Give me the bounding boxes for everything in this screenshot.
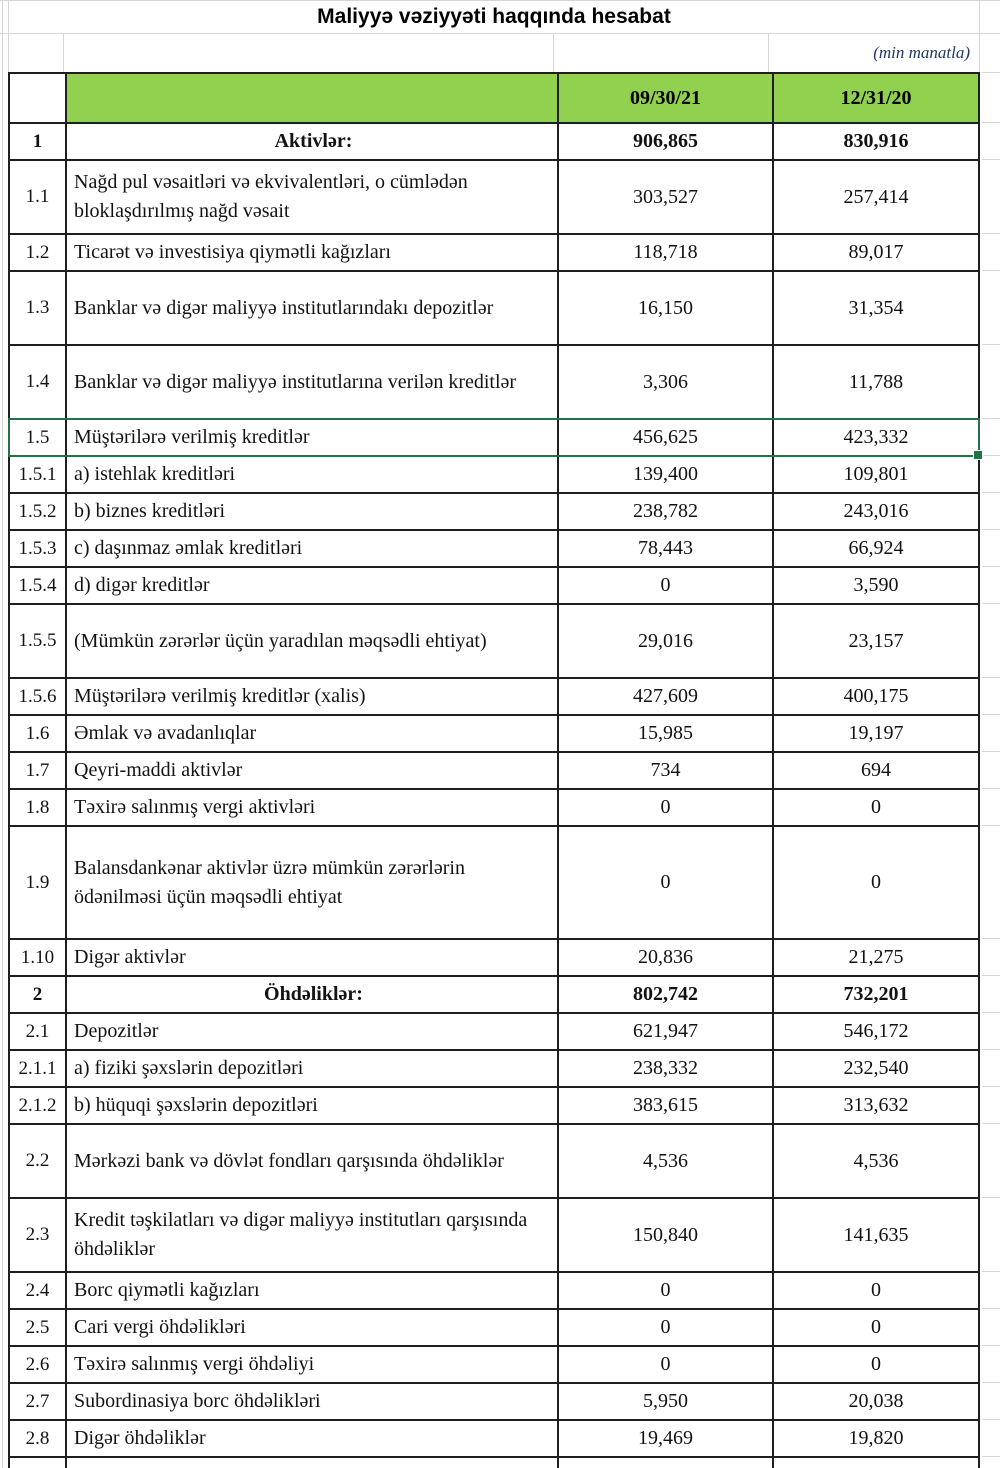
cell-rownum[interactable]: 2.5 (10, 1310, 67, 1345)
cell-rownum[interactable]: 1.1 (10, 161, 67, 233)
unit-note-cell[interactable] (768, 33, 970, 72)
cell-rownum[interactable]: 2.7 (10, 1384, 67, 1419)
table-row-2.4 (10, 1273, 978, 1310)
cell-value-col2[interactable]: 257,414 (843, 185, 909, 208)
cell-value-col1[interactable]: 802,742 (559, 977, 774, 1012)
cell-value-col2[interactable]: 694 (861, 759, 891, 781)
unit-note: (min manatla) (873, 42, 970, 62)
cell-label[interactable]: b) biznes kreditləri (67, 494, 559, 529)
cell-value-col2[interactable]: 31,354 (848, 296, 904, 319)
cell-value-col2[interactable]: 89,017 (848, 241, 904, 263)
report-title[interactable]: Maliyyə vəziyyəti haqqında hesabat (317, 4, 671, 28)
header-corner-cell[interactable] (10, 74, 67, 122)
cell-label[interactable]: Təxirə salınmış vergi öhdəliyi (67, 1347, 559, 1382)
cell-rownum[interactable]: 2.1.2 (10, 1088, 67, 1123)
cell-rownum[interactable]: 2.2 (10, 1125, 67, 1197)
cell-value-col2[interactable]: 830,916 (843, 130, 909, 152)
table-row-1.10 (10, 940, 978, 977)
cell-label[interactable]: Müştərilərə verilmiş kreditlər (67, 420, 559, 455)
gridline (982, 1012, 1000, 1013)
partial-row (10, 1458, 978, 1468)
cell-value-col2[interactable]: 21,275 (848, 946, 904, 968)
cell-rownum[interactable]: 1.3 (10, 272, 67, 344)
cell-value-col1[interactable]: 238,332 (559, 1051, 774, 1086)
cell-value-col1[interactable]: 118,718 (559, 235, 774, 270)
cell-value-col1[interactable]: 0 (559, 827, 774, 938)
gridline (982, 72, 1000, 73)
table-row-1.5.2 (10, 494, 978, 531)
table-row-2 (10, 977, 978, 1014)
cell-label[interactable]: Borc qiymətli kağızları (67, 1273, 559, 1308)
gridline (982, 1419, 1000, 1420)
gridline (2, 0, 3, 1468)
cell-value-col1[interactable]: 383,615 (559, 1088, 774, 1123)
cell-rownum[interactable]: 1.5.5 (10, 605, 67, 677)
cell-value-col1[interactable]: 3,306 (559, 346, 774, 418)
gridline (982, 1271, 1000, 1272)
table-row-2.1.2 (10, 1088, 978, 1125)
cell-value-col1[interactable]: 5,950 (559, 1384, 774, 1419)
cell-rownum[interactable]: 2.3 (10, 1199, 67, 1271)
gridline (982, 1197, 1000, 1198)
cell-value-col2[interactable]: 141,635 (843, 1223, 909, 1246)
cell-value-col1[interactable]: 456,625 (559, 420, 774, 455)
cell-value-col2[interactable]: 0 (871, 871, 881, 893)
cell-rownum[interactable] (10, 1458, 67, 1468)
table-row-2.5 (10, 1310, 978, 1347)
table-row-2.1.1 (10, 1051, 978, 1088)
cell-rownum[interactable]: 1.5 (10, 420, 67, 455)
cell-value-col2[interactable]: 232,540 (843, 1057, 909, 1079)
cell-label[interactable]: Əmlak və avadanlıqlar (67, 716, 559, 751)
cell-rownum[interactable]: 1.5.2 (10, 494, 67, 529)
gridline (982, 677, 1000, 678)
table-row-1.5.4 (10, 568, 978, 605)
cell-value-col1[interactable]: 29,016 (559, 605, 774, 677)
table-row-1.9 (10, 827, 978, 940)
cell-value-col1[interactable] (559, 1458, 774, 1468)
table-row-2.1 (10, 1014, 978, 1051)
table-row-1.5.3 (10, 531, 978, 568)
cell-rownum[interactable]: 2.1 (10, 1014, 67, 1049)
gridline (982, 122, 1000, 123)
cell-value-col1[interactable]: 238,782 (559, 494, 774, 529)
gridline (63, 33, 64, 72)
table-body (10, 124, 978, 1458)
cell-rownum[interactable]: 2.6 (10, 1347, 67, 1382)
table-row-1.5.5 (10, 605, 978, 679)
gridline (982, 1049, 1000, 1050)
table-row-1.1 (10, 161, 978, 235)
cell-label[interactable]: Banklar və digər maliyyə institutlarındakı depozitlər (67, 272, 559, 344)
cell-rownum[interactable]: 2.8 (10, 1421, 67, 1456)
gridline (982, 603, 1000, 604)
cell-rownum[interactable]: 1.5.3 (10, 531, 67, 566)
table-row-1 (10, 124, 978, 161)
cell-value-col1[interactable]: 427,609 (559, 679, 774, 714)
cell-label[interactable]: Kredit təşkilatları və digər maliyyə institutları qarşısında öhdəliklər (67, 1199, 559, 1271)
table-row-1.7 (10, 753, 978, 790)
cell-value-col1[interactable]: 19,469 (559, 1421, 774, 1456)
cell-value-col1[interactable]: 20,836 (559, 940, 774, 975)
cell-value-col1[interactable]: 734 (559, 753, 774, 788)
cell-label[interactable] (67, 1458, 559, 1468)
cell-rownum[interactable]: 2.4 (10, 1273, 67, 1308)
gridline (982, 975, 1000, 976)
cell-label[interactable]: Təxirə salınmış vergi aktivləri (67, 790, 559, 825)
cell-value-col2[interactable]: 66,924 (848, 537, 904, 559)
cell-value-col1[interactable]: 621,947 (559, 1014, 774, 1049)
cell-label[interactable]: Nağd pul vəsaitləri və ekvivalentləri, o cümlədən bloklaşdırılmış nağd vəsait (67, 161, 559, 233)
cell-value-col1[interactable]: 0 (559, 790, 774, 825)
table-row-1.8 (10, 790, 978, 827)
table-row-1.6 (10, 716, 978, 753)
cell-value-col1[interactable]: 139,400 (559, 457, 774, 492)
cell-label[interactable]: Cari vergi öhdəlikləri (67, 1310, 559, 1345)
gridline (982, 566, 1000, 567)
table-header-row (10, 74, 978, 124)
cell-value-col2[interactable]: 4,536 (853, 1149, 899, 1172)
table-row-1.4 (10, 346, 978, 420)
cell-rownum[interactable]: 1.5.1 (10, 457, 67, 492)
cell-rownum[interactable]: 1.7 (10, 753, 67, 788)
gridline (982, 529, 1000, 530)
cell-label[interactable]: Balansdankənar aktivlər üzrə mümkün zərərlərin ödənilməsi üçün məqsədli ehtiyat (67, 827, 559, 938)
cell-value-col2[interactable]: 19,820 (848, 1427, 904, 1449)
cell-label[interactable]: Qeyri-maddi aktivlər (67, 753, 559, 788)
col-header-date-1[interactable]: 09/30/21 (559, 74, 774, 122)
cell-value-col2[interactable]: 546,172 (843, 1020, 909, 1042)
cell-rownum[interactable]: 2.1.1 (10, 1051, 67, 1086)
cell-value-col1[interactable]: 15,985 (559, 716, 774, 751)
cell-rownum[interactable]: 1.5.6 (10, 679, 67, 714)
financial-table (8, 72, 980, 1468)
cell-value-col1[interactable]: 150,840 (559, 1199, 774, 1271)
header-label-cell[interactable] (67, 74, 559, 122)
cell-rownum[interactable]: 2 (10, 977, 67, 1012)
gridline (982, 270, 1000, 271)
cell-rownum[interactable]: 1.6 (10, 716, 67, 751)
table-row-2.2 (10, 1125, 978, 1199)
gridline (982, 1382, 1000, 1383)
table-row-2.8 (10, 1421, 978, 1458)
gridline (982, 492, 1000, 493)
table-row-1.5.1 (10, 457, 978, 494)
cell-value-col2[interactable]: 0 (871, 1316, 881, 1338)
gridline (982, 159, 1000, 160)
cell-value-col2[interactable]: 3,590 (853, 574, 899, 596)
cell-value-col2[interactable]: 11,788 (848, 370, 904, 393)
cell-label[interactable]: c) daşınmaz əmlak kreditləri (67, 531, 559, 566)
cell-label[interactable]: Ticarət və investisiya qiymətli kağızları (67, 235, 559, 270)
cell-rownum[interactable]: 1.9 (10, 827, 67, 938)
cell-value-col2[interactable]: 0 (871, 796, 881, 818)
gridline (982, 825, 1000, 826)
cell-value-col2[interactable]: 0 (871, 1353, 881, 1375)
cell-value-col1[interactable]: 0 (559, 1310, 774, 1345)
cell-rownum[interactable]: 1.4 (10, 346, 67, 418)
gridline (982, 788, 1000, 789)
cell-label[interactable]: b) hüquqi şəxslərin depozitləri (67, 1088, 559, 1123)
cell-value-col2[interactable]: 313,632 (843, 1094, 909, 1116)
table-row-1.5 (10, 420, 978, 457)
cell-value-col2[interactable]: 400,175 (843, 685, 909, 707)
cell-label[interactable]: (Mümkün zərərlər üçün yaradılan məqsədli ehtiyat) (67, 605, 559, 677)
cell-value-col2[interactable]: 243,016 (843, 500, 909, 522)
cell-value-col1[interactable]: 303,527 (559, 161, 774, 233)
cell-value-col2[interactable]: 19,197 (848, 722, 904, 744)
gridline (982, 1308, 1000, 1309)
table-row-1.5.6 (10, 679, 978, 716)
table-row-2.7 (10, 1384, 978, 1421)
cell-value-col1[interactable]: 0 (559, 1273, 774, 1308)
cell-value-col2[interactable]: 109,801 (843, 463, 909, 485)
gridline (982, 714, 1000, 715)
table-row-2.3 (10, 1199, 978, 1273)
cell-rownum[interactable]: 1 (10, 124, 67, 159)
cell-label[interactable]: Müştərilərə verilmiş kreditlər (xalis) (67, 679, 559, 714)
table-row-2.6 (10, 1347, 978, 1384)
cell-value-col1[interactable]: 78,443 (559, 531, 774, 566)
col-header-date-2[interactable]: 12/31/20 (774, 74, 978, 122)
gridline (553, 33, 554, 72)
table-row-1.2 (10, 235, 978, 272)
cell-label[interactable]: Digər aktivlər (67, 940, 559, 975)
cell-value-col2[interactable]: 732,201 (843, 983, 909, 1005)
cell-label[interactable]: Mərkəzi bank və dövlət fondları qarşısında öhdəliklər (67, 1125, 559, 1197)
gridline (982, 1123, 1000, 1124)
cell-label[interactable]: a) fiziki şəxslərin depozitləri (67, 1051, 559, 1086)
cell-value-col2[interactable]: 423,332 (843, 426, 909, 448)
cell-value-col1[interactable]: 0 (559, 568, 774, 603)
cell-label[interactable]: Aktivlər: (67, 124, 559, 159)
gridline (982, 938, 1000, 939)
gridline (982, 344, 1000, 345)
cell-value-col1[interactable]: 906,865 (559, 124, 774, 159)
cell-rownum[interactable]: 1.10 (10, 940, 67, 975)
cell-rownum[interactable]: 1.5.4 (10, 568, 67, 603)
cell-rownum[interactable]: 1.2 (10, 235, 67, 270)
cell-label[interactable]: Subordinasiya borc öhdəlikləri (67, 1384, 559, 1419)
cell-value-col1[interactable]: 16,150 (559, 272, 774, 344)
title-row (8, 0, 980, 33)
gridline (982, 751, 1000, 752)
cell-label[interactable]: Öhdəliklər: (67, 977, 559, 1012)
gridline (982, 1345, 1000, 1346)
sheet-right-margin (982, 0, 1000, 1468)
cell-value-col2[interactable]: 0 (871, 1279, 881, 1301)
table-row-1.3 (10, 272, 978, 346)
gridline (982, 455, 1000, 456)
cell-value-col1[interactable]: 4,536 (559, 1125, 774, 1197)
cell-value-col1[interactable]: 0 (559, 1347, 774, 1382)
gridline (982, 233, 1000, 234)
cell-label[interactable]: Banklar və digər maliyyə institutlarına verilən kreditlər (67, 346, 559, 418)
gridline (982, 1456, 1000, 1457)
cell-value-col2[interactable]: 23,157 (848, 629, 904, 652)
cell-label[interactable]: a) istehlak kreditləri (67, 457, 559, 492)
cell-rownum[interactable]: 1.8 (10, 790, 67, 825)
cell-label[interactable]: Depozitlər (67, 1014, 559, 1049)
cell-value-col2[interactable]: 20,038 (848, 1390, 904, 1412)
cell-label[interactable]: d) digər kreditlər (67, 568, 559, 603)
cell-label[interactable]: Digər öhdəliklər (67, 1421, 559, 1456)
gridline (982, 33, 1000, 34)
cell-value-col2[interactable] (774, 1458, 978, 1468)
gridline (982, 1086, 1000, 1087)
gridline (982, 418, 1000, 419)
